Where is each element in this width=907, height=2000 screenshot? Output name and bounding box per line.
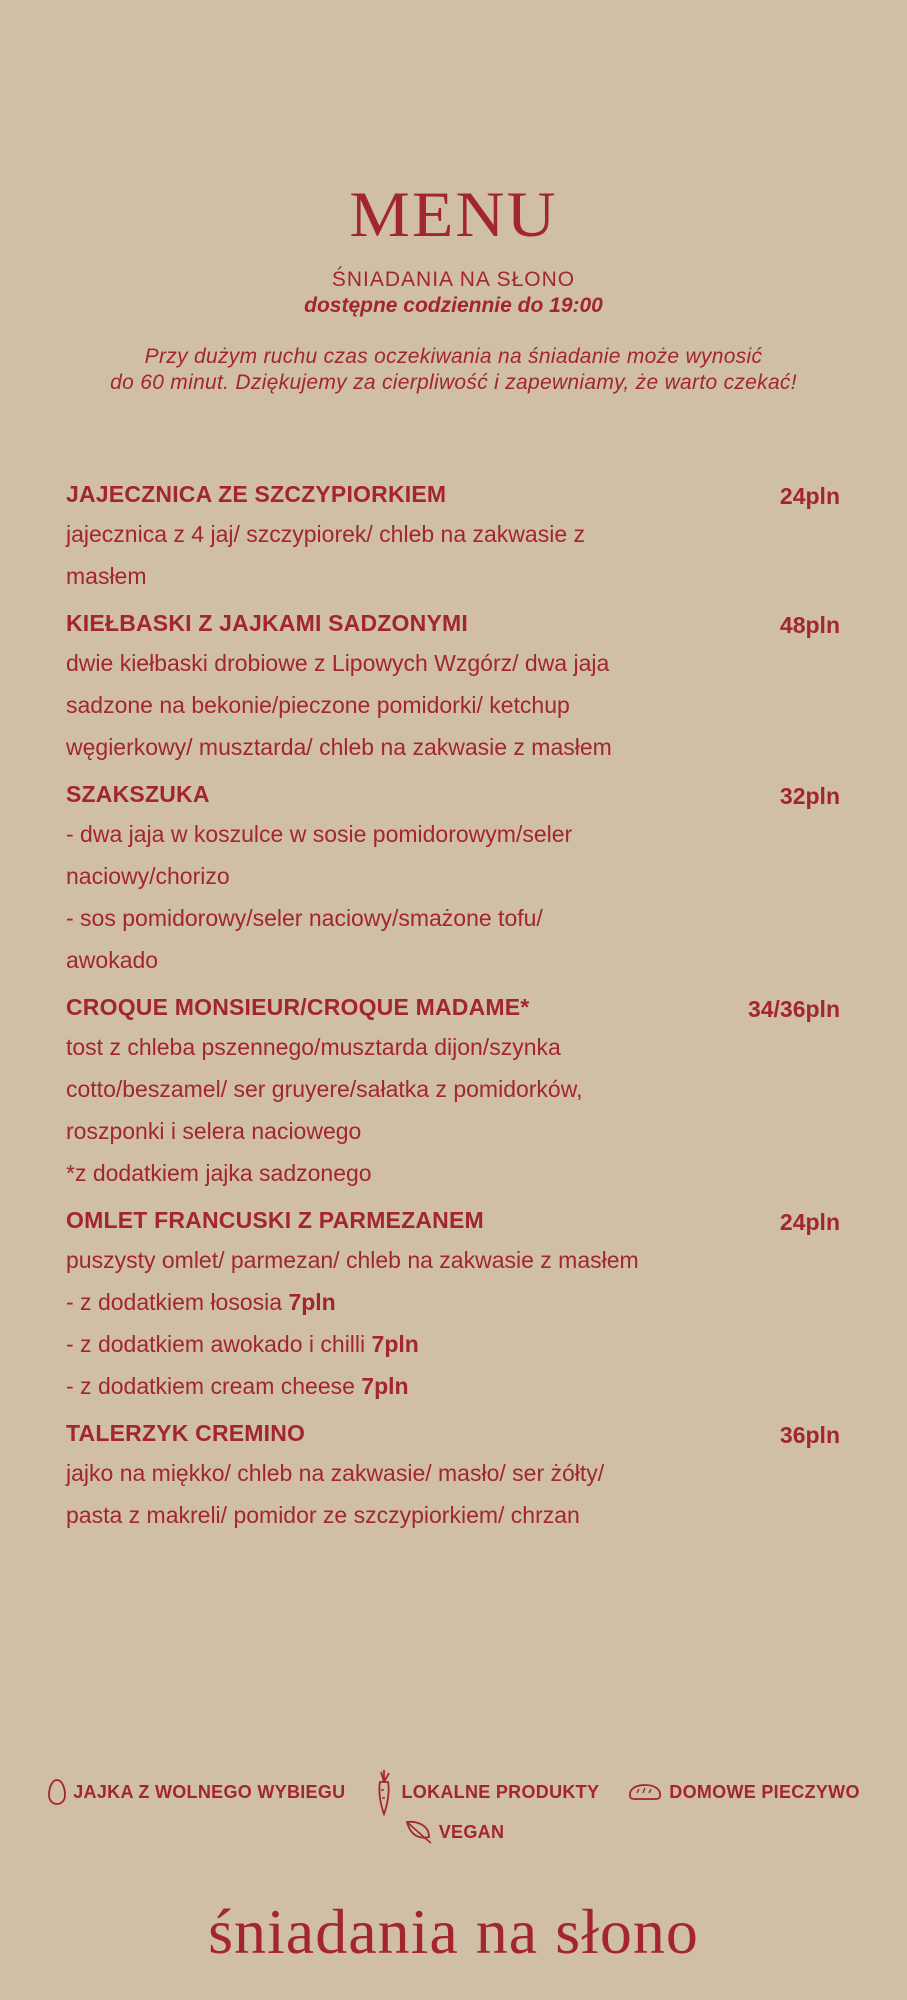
item-name: KIEŁBASKI Z JAJKAMI SADZONYMI [66, 610, 468, 636]
item-description [66, 513, 726, 597]
menu-item [66, 478, 840, 597]
bread-icon [627, 1782, 663, 1802]
description-line: - sos pomidorowy/seler naciowy/smażone tofu/ [66, 905, 543, 931]
menu-item [66, 607, 840, 768]
description-line: - dwa jaja w koszulce w sosie pomidorowym/seler [66, 821, 573, 847]
item-price: 24pln [779, 1209, 840, 1235]
item-description [66, 813, 726, 981]
description-line: puszysty omlet/ parmezan/ chleb na zakwasie z masłem [66, 1247, 639, 1273]
menu-title: MENU [349, 177, 558, 251]
item-price: 32pln [779, 783, 840, 809]
item-description [66, 1026, 726, 1194]
addon-text: - z dodatkiem cream cheese [66, 1373, 362, 1399]
item-price: 34/36pln [747, 996, 840, 1022]
item-price: 48pln [779, 612, 840, 638]
description-line: sadzone na bekonie/pieczone pomidorki/ ketchup [66, 692, 570, 718]
legend [0, 1772, 907, 1852]
legend-vegan [403, 1819, 505, 1845]
description-line: jajko na miękko/ chleb na zakwasie/ masło/ ser żółty/ [66, 1460, 605, 1486]
description-line: awokado [66, 947, 159, 973]
item-name: SZAKSZUKA [66, 781, 210, 807]
menu-item [66, 1204, 840, 1407]
item-description [66, 1452, 726, 1536]
egg-icon [47, 1778, 67, 1806]
item-name: TALERZYK CREMINO [66, 1420, 306, 1446]
menu-item [66, 1417, 840, 1536]
addon-price: 7pln [288, 1289, 336, 1315]
legend-label: LOKALNE PRODUKTY [401, 1781, 600, 1802]
carrot-icon [373, 1768, 395, 1816]
notice-line: do 60 minut. Dziękujemy za cierpliwość i zapewniamy, że warto czekać! [110, 371, 797, 394]
legend-row [0, 1772, 907, 1812]
legend-label: DOMOWE PIECZYWO [669, 1781, 860, 1802]
notice-line: Przy dużym ruchu czas oczekiwania na śniadanie może wynosić [144, 345, 763, 368]
addon-line [66, 1323, 726, 1365]
description-line: jajecznica z 4 jaj/ szczypiorek/ chleb na zakwasie z [66, 521, 586, 547]
item-description [66, 642, 726, 768]
description-line: cotto/beszamel/ ser gruyere/sałatka z pomidorków, [66, 1076, 583, 1102]
item-description [66, 1239, 726, 1407]
legend-label: JAJKA Z WOLNEGO WYBIEGU [73, 1781, 346, 1802]
description-line: naciowy/chorizo [66, 863, 230, 889]
addon-price: 7pln [371, 1331, 419, 1357]
legend-free-range [47, 1778, 345, 1806]
item-name: OMLET FRANCUSKI Z PARMEZANEM [66, 1207, 484, 1233]
availability-note: dostępne codziennie do 19:00 [304, 294, 603, 317]
legend-row [0, 1812, 907, 1852]
description-line: tost z chleba pszennego/musztarda dijon/szynka [66, 1034, 561, 1060]
item-price: 24pln [779, 483, 840, 509]
legend-local [373, 1768, 599, 1816]
description-line: masłem [66, 563, 147, 589]
addon-line [66, 1281, 726, 1323]
item-price: 36pln [779, 1422, 840, 1448]
menu-item [66, 778, 840, 981]
addon-text: - z dodatkiem łososia [66, 1289, 289, 1315]
item-name: CROQUE MONSIEUR/CROQUE MADAME* [66, 994, 530, 1020]
menu-items [66, 478, 840, 1546]
description-line: węgierkowy/ musztarda/ chleb na zakwasie z masłem [66, 734, 612, 760]
legend-label: VEGAN [438, 1821, 505, 1842]
legend-bread [627, 1782, 860, 1803]
addon-text: - z dodatkiem awokado i chilli [66, 1331, 372, 1357]
description-line: *z dodatkiem jajka sadzonego [66, 1160, 372, 1186]
addon-price: 7pln [361, 1373, 409, 1399]
menu-item [66, 991, 840, 1194]
description-line: pasta z makreli/ pomidor ze szczypiorkiem/ chrzan [66, 1502, 580, 1528]
waiting-notice [0, 344, 907, 396]
footer-title: śniadania na słono [208, 1896, 699, 1967]
leaf-icon [403, 1819, 433, 1845]
menu-subtitle: ŚNIADANIA NA SŁONO [331, 268, 576, 291]
description-line: roszponki i selera naciowego [66, 1118, 362, 1144]
item-name: JAJECZNICA ZE SZCZYPIORKIEM [66, 481, 447, 507]
addon-line [66, 1365, 726, 1407]
description-line: dwie kiełbaski drobiowe z Lipowych Wzgórz/ dwa jaja [66, 650, 610, 676]
